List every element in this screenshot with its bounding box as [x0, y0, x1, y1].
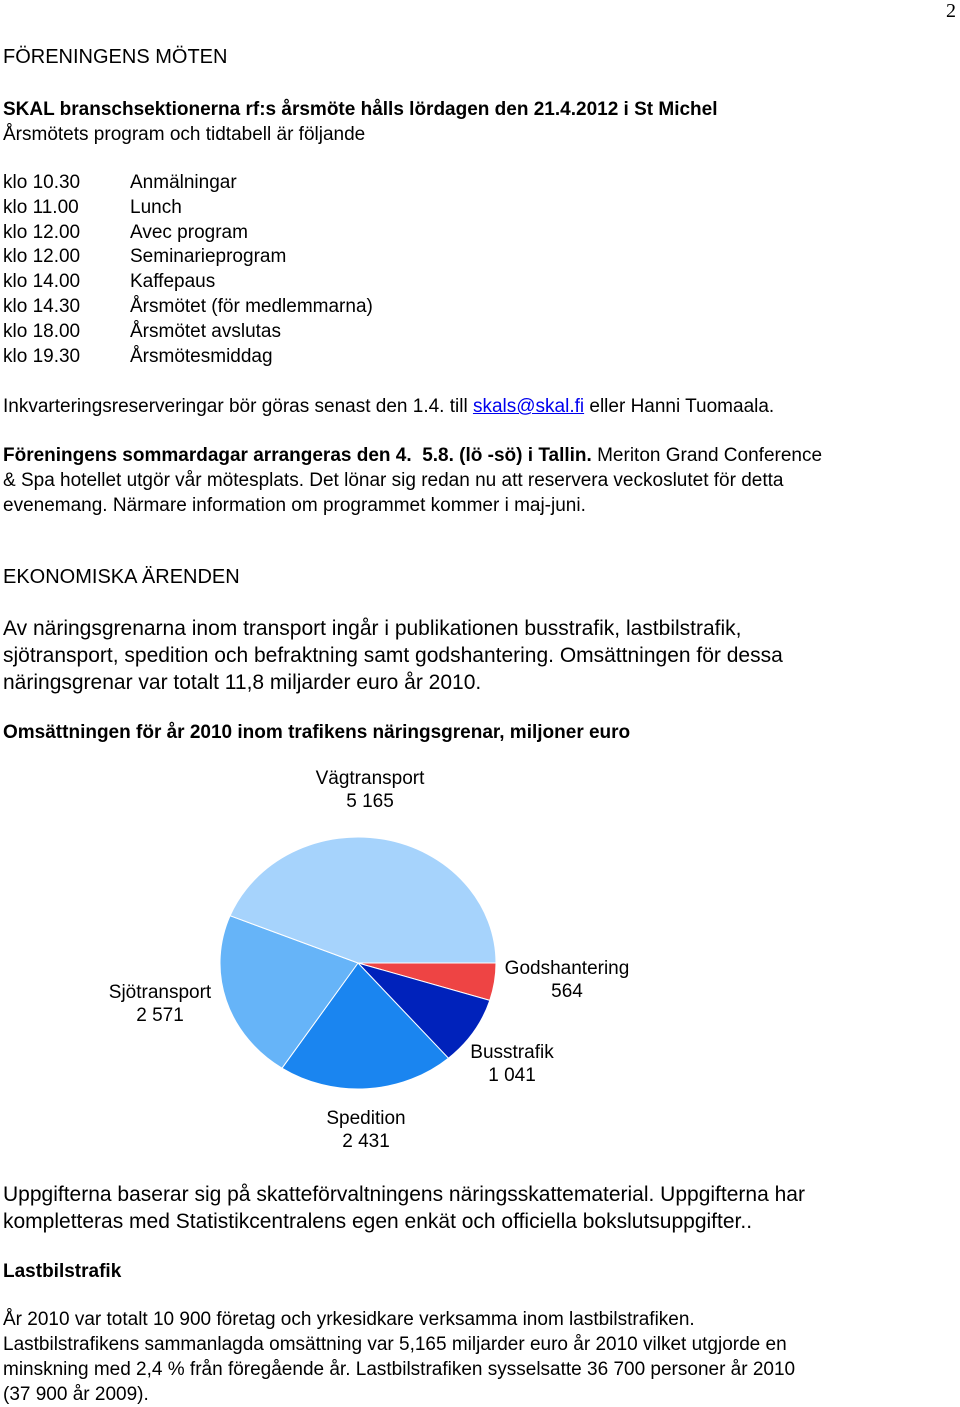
schedule-time: klo 19.30 [3, 345, 81, 367]
schedule-item: Kaffepaus [130, 271, 216, 293]
schedule-time: klo 18.00 [3, 320, 81, 342]
slice-label-value: 564 [551, 981, 583, 1002]
economy-para-line-3: näringsgrenar var totalt 11,8 miljarder euro år 2010. [3, 671, 482, 694]
schedule-table [3, 171, 373, 369]
slice-label-name: Spedition [326, 1108, 406, 1129]
schedule-time: klo 10.30 [3, 172, 81, 193]
economy-para-line-1: Av näringsgrenarna inom transport ingår i publikationen busstrafik, lastbilstrafik, [3, 617, 742, 640]
schedule-row [3, 245, 373, 270]
schedule-item: Årsmötet avslutas [130, 320, 281, 342]
reservation-line [3, 394, 774, 419]
email-link[interactable]: skals@skal.fi [472, 396, 585, 417]
slice-label-value: 2 571 [136, 1005, 184, 1026]
slice-label-name: Busstrafik [470, 1042, 554, 1063]
chart-title: Omsättningen för år 2010 inom trafikens näringsgrenar, miljoner euro [3, 722, 631, 743]
schedule-time: klo 12.00 [3, 221, 81, 243]
economy-para-line-2: sjötransport, spedition och befraktning samt godshantering. Omsättningen för dessa [3, 644, 783, 667]
trucking-line-1: År 2010 var totalt 10 900 företag och yrkesidkare verksamma inom lastbilstrafiken. [3, 1309, 695, 1330]
summer-days-venue: Meriton Grand Conference [591, 445, 823, 466]
schedule-item: Årsmötet (för medlemmarna) [130, 295, 373, 317]
slice-label-value: 2 431 [342, 1131, 390, 1152]
pie-chart [100, 768, 660, 1163]
slice-label-value: 5 165 [346, 791, 394, 812]
annual-meeting-line: SKAL branschsektionerna rf:s årsmöte hålls lördagen den 21.4.2012 i St Michel [3, 99, 718, 120]
schedule-item: Avec program [130, 221, 248, 243]
reservation-text: Inkvarteringsreserveringar bör göras senast den 1.4. till [3, 396, 473, 417]
source-line-1: Uppgifterna baserar sig på skatteförvaltningens näringsskattematerial. Uppgifterna har [3, 1183, 805, 1206]
section-heading-economy: EKONOMISKA ÄRENDEN [3, 566, 240, 588]
schedule-item: Årsmötesmiddag [130, 345, 273, 367]
schedule-time: klo 14.00 [3, 271, 81, 293]
trucking-line-2: Lastbilstrafikens sammanlagda omsättning var 5,165 miljarder euro år 2010 vilket utgjorde en [3, 1334, 787, 1355]
schedule-time: klo 12.00 [3, 246, 81, 268]
summer-days-line-3: evenemang. Närmare information om programmet kommer i maj-juni. [3, 495, 586, 516]
schedule-row [3, 221, 373, 246]
trucking-heading: Lastbilstrafik [3, 1261, 122, 1282]
schedule-item: Seminarieprogram [130, 246, 287, 268]
pie-chart-svg [100, 768, 660, 1163]
reservation-contact: eller Hanni Tuomaala. [584, 396, 775, 417]
page-number: 2 [946, 0, 956, 22]
schedule-row [3, 295, 373, 320]
summer-days-line-2: & Spa hotellet utgör vår mötesplats. Det lönar sig redan nu att reservera veckoslutet för detta [3, 470, 784, 491]
schedule-row [3, 345, 373, 370]
schedule-row [3, 270, 373, 295]
program-intro: Årsmötets program och tidtabell är följande [3, 124, 366, 145]
trucking-line-4: (37 900 år 2009). [3, 1384, 149, 1405]
schedule-item: Lunch [130, 196, 182, 218]
schedule-row [3, 171, 373, 196]
schedule-time: klo 11.00 [3, 196, 79, 218]
slice-label-value: 1 041 [488, 1065, 536, 1086]
trucking-line-3: minskning med 2,4 % från föregående år. Lastbilstrafiken sysselsatte 36 700 personer år 2010 [3, 1359, 796, 1380]
schedule-item: Anmälningar [130, 172, 237, 193]
source-line-2: kompletteras med Statistikcentralens egen enkät och officiella bokslutsuppgifter.. [3, 1210, 753, 1233]
summer-days-line-1 [3, 443, 822, 468]
schedule-row [3, 320, 373, 345]
slice-label-name: Godshantering [504, 958, 630, 979]
slice-label-name: Vägtransport [315, 768, 425, 789]
section-heading-meetings: FÖRENINGENS MÖTEN [3, 46, 228, 68]
slice-label-name: Sjötransport [108, 982, 212, 1003]
summer-days-dates: Föreningens sommardagar arrangeras den 4. 5.8. (lö -sö) i Tallin. [3, 445, 592, 466]
schedule-time: klo 14.30 [3, 295, 81, 317]
schedule-row [3, 196, 373, 221]
